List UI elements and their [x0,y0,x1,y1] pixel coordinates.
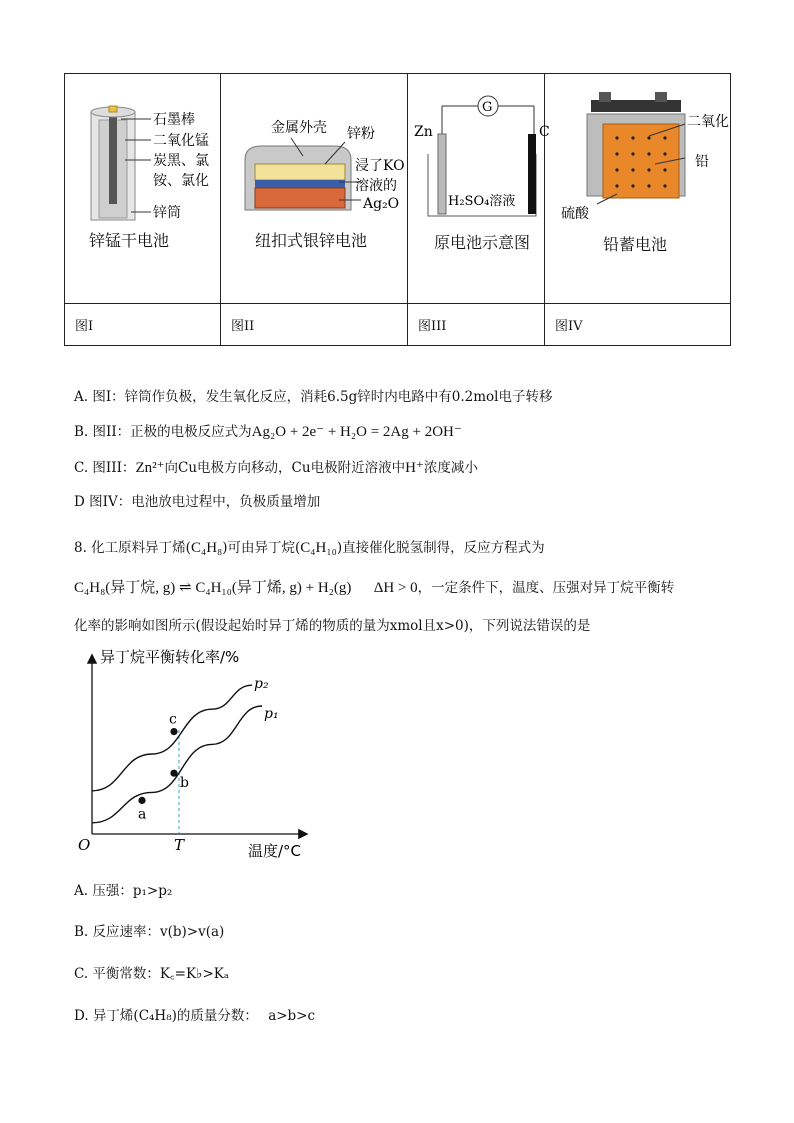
fig1-label-nh4cl: 铵、氯化 [153,173,209,189]
point-label-c: c [169,711,177,728]
button-cell-drawing [221,74,408,303]
galvanometer-label: G [482,100,493,115]
q8-formula-c4h8: C₄H₈ [190,540,223,556]
fig1-label-zinc-can: 锌筒 [153,205,181,221]
q8-stem1-b: )可由异丁烷( [222,540,301,556]
origin-label: O [78,836,91,854]
fig1-caption: 锌锰干电池 [89,231,170,250]
q8-stem-line2 [74,576,674,597]
fig3-label-c: C [539,124,550,140]
point-b [170,770,177,777]
q8-d-value: a>b>c [268,1008,316,1024]
series-p1-curve [92,706,262,823]
q8-stem-line3: 化率的影响如图所示(假设起始时异丁烯的物质的量为xmol且x>0)，下列说法错误的是 [74,618,591,634]
fig4-caption: 铅蓄电池 [603,235,668,254]
fig3-label-zn: Zn [414,124,433,140]
q8-enthalpy: ΔH > 0 [373,580,418,596]
y-axis-label: 异丁烷平衡转化率/% [100,648,240,666]
fig1-cell [65,74,221,304]
q8-stem2: ，一定条件下，温度、压强对异丁烷平衡转 [417,580,675,596]
conversion-chart [70,642,330,864]
fig2-caption: 纽扣式银锌电池 [255,231,368,250]
series-p2-label: p₂ [254,676,269,692]
point-a [138,797,145,804]
fig2-label-zinc-powder: 锌粉 [347,126,375,142]
q7-c-zn-ion: Zn²⁺ [135,460,165,476]
q7-c-mid: 向Cu电极方向移动，Cu电极附近溶液中 [164,460,406,476]
q7-option-b [74,420,462,441]
q7-c-prefix: C. 图III： [74,460,136,476]
point-c [170,728,177,735]
lead-acid-battery-drawing [545,74,731,303]
point-label-a: a [138,806,147,823]
fig4-label-lead: 铅 [695,154,709,170]
q7-c-suffix: 浓度减小 [423,460,478,476]
q7-c-h-ion: H⁺ [405,460,424,476]
fig2-label: 图II [221,304,408,346]
fig2-label-shell: 金属外壳 [271,120,327,136]
figure-table [64,73,731,346]
fig4-label: 图IV [545,304,731,346]
fig3-cell [408,74,550,304]
q8-formula-c4h10: C₄H₁₀ [300,540,337,556]
q7-option-a: A. 图I：锌筒作负极，发生氧化反应，消耗6.5g锌时内电路中有0.2mol电子转移 [74,389,553,405]
q8-option-b: B. 反应速率：v(b)>v(a) [74,924,225,940]
fig1-label-carbon: 炭黑、氯 [153,153,209,169]
fig3-label-h2so4: H₂SO₄溶液 [448,194,516,209]
fig4-label-pbo2: 二氧化 [687,114,729,130]
series-p1-label: p₁ [264,706,279,722]
q8-equation: C₄H₈(异丁烷, g) ⇌ C₄H₁₀(异丁烯, g) + H₂(g) [74,580,352,596]
q7-b-prefix: B. 图II：正极的电极反应式为 [74,424,252,440]
q7-option-d: D 图IV：电池放电过程中，负极质量增加 [74,494,321,510]
fig1-label-graphite: 石墨棒 [153,112,195,128]
fig1-label-mno2: 二氧化锰 [153,133,209,149]
q8-stem1-a: 8. 化工原料异丁烯( [74,540,191,556]
fig3-caption: 原电池示意图 [434,233,531,252]
fig4-label-sulfuric-acid: 硫酸 [561,206,589,222]
q8-option-a: A. 压强：p₁>p₂ [74,883,173,899]
point-label-b: b [180,775,189,792]
x-axis-label: 温度/°C [248,842,302,860]
fig1-label: 图I [65,304,221,346]
q8-option-d [74,1004,315,1024]
zinc-manganese-battery-drawing [65,74,221,303]
q8-d-prefix: D. 异丁烯(C₄H₈)的质量分数： [74,1008,258,1024]
fig2-label-solution: 溶液的 [355,178,397,194]
fig2-cell [221,74,408,304]
fig4-cell [545,74,731,304]
fig3-label: 图III [408,304,545,346]
fig2-label-ag2o: Ag₂O [363,196,400,212]
q8-stem-line1 [74,536,545,557]
galvanic-cell-drawing [408,74,550,303]
x-tick-t: T [174,836,185,854]
fig2-label-koh: 浸了KO [355,158,405,174]
q8-stem1-c: )直接催化脱氢制得，反应方程式为 [336,540,545,556]
q7-option-c [74,456,478,477]
q7-b-equation: Ag₂O + 2e⁻ + H₂O = 2Ag + 2OH⁻ [251,424,462,440]
q8-option-c: C. 平衡常数：K꜀=K♭>Kₐ [74,966,230,982]
